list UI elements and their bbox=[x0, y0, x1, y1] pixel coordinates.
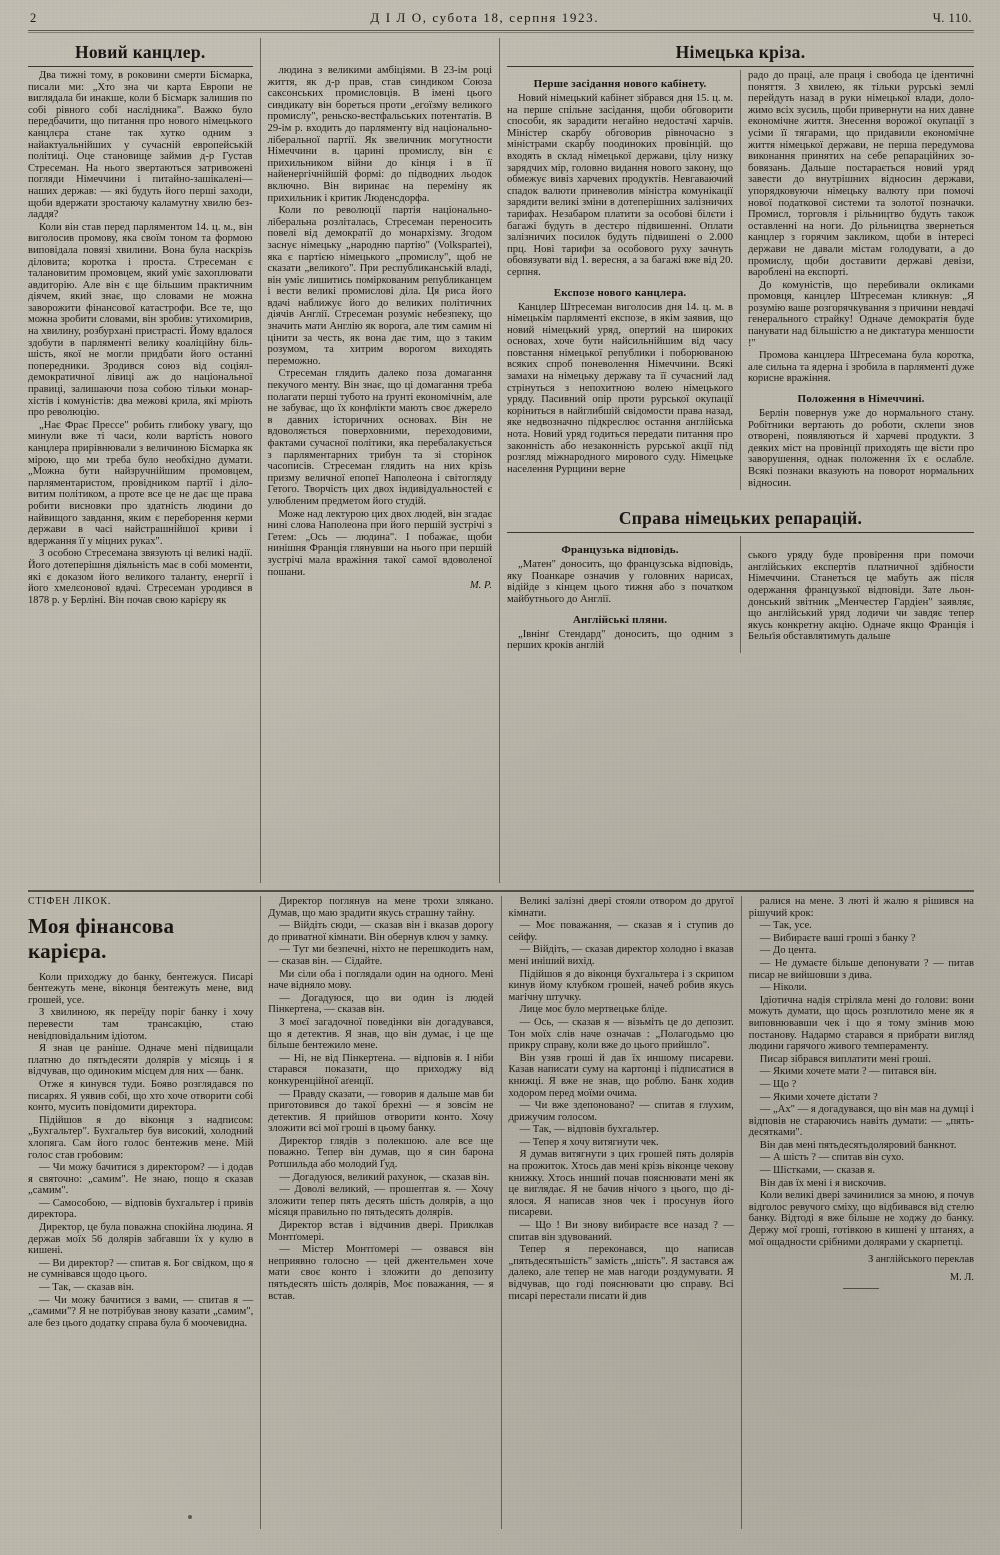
subhead-expose: Експозе нового канцлера. bbox=[553, 286, 687, 299]
paragraph: Тепер я переконався, що написав „пятьдесятьшість" замість „шість". Я застався аж далеко, але тепер не мав нагоди роздумувати. Я відчував, що годі пояснювати цю справу. Всі писарі перестали писати й див bbox=[508, 1244, 734, 1302]
paragraph: З хвилиною, як переїду поріг банку і хочу перевести там трансакцію, стаю невідповідальним ідіотом. bbox=[28, 1007, 254, 1042]
paragraph: З моєї загадочної поведінки він догадувався, що я детектив. Я знав, що він думає, і це ще більше бентежило мене. bbox=[268, 1016, 494, 1052]
paragraph: — Догадуюся, що ви один із людей Пінкертена, — сказав він. bbox=[268, 992, 494, 1016]
paragraph: — Якими хочете дістати ? bbox=[759, 1091, 878, 1103]
section-divider bbox=[28, 890, 974, 892]
paragraph: — Чи вже здепоновано? — спитав я глухим, дрижучим голосом. bbox=[508, 1100, 734, 1123]
column-divider bbox=[741, 896, 742, 1529]
top-section bbox=[28, 38, 974, 883]
paragraph: Я думав витягнути з цих грошей пять долярів на прожиток. Хтось дав мені крізь віконце чекову книжку. Хтось инший почав пояснювати мені як це виглядає. Я не бачив нічого з цього, що діялося. Я написав знов чек і просунув його писареви. bbox=[508, 1149, 734, 1219]
masthead bbox=[30, 10, 972, 26]
paragraph: Ідіотична надія стріляла мені до голови: вони можуть думати, що щось розплотило мене як я виповнювавши чек і що я тому змінив мою постанову. Надармо старався я прибрати вигляд людини гарячого живого темпераменту. bbox=[748, 994, 974, 1053]
paragraph: — Догадуюся, великий рахунок, — сказав він. bbox=[279, 1171, 490, 1183]
paragraph: — Ось, — сказав я — візьміть це до депозит. Тон моїх слів наче означав : „Полагодьмо цю прикру справу, коли вже до цього прийшло". bbox=[508, 1016, 734, 1052]
column-divider bbox=[260, 896, 261, 1529]
paragraph: Підійшов я до віконця з надписом: „Бухгальтер". Бухгальтер був високий, холодний хлопяга. Сам його голос бентежив мене. Мій голос став гробовим: bbox=[28, 1114, 254, 1161]
article-chancellor-col2 bbox=[268, 38, 493, 883]
paragraph: — Чи можу бачитися з директором? — і додав я святочно: „самим". Не знаю, пощо я сказав „самим". bbox=[28, 1162, 254, 1197]
article-chancellor-col1 bbox=[28, 38, 253, 883]
feuilleton-title: Моя фінансова карієра. bbox=[28, 913, 175, 963]
paragraph: Він дав мені пятьдесятьдоляровий банкнот. bbox=[759, 1139, 957, 1151]
paragraph: — Правду сказати, — говорив я дальше мав би приготовився до такої брехні — я зовсім не детектив. Я прийшов отворити конто. Хочу зложити всі мої гроші в цьому банку. bbox=[268, 1088, 494, 1135]
paragraph: ралися на мене. З люті й жалю я рішився на рішучий крок: bbox=[748, 896, 974, 919]
page-marker-dot bbox=[188, 1515, 192, 1519]
translator-credit: З англійського переклав bbox=[868, 1254, 974, 1266]
paragraph: Ми сіли оба і поглядали один на одного. Мені наче відняло мову. bbox=[268, 968, 494, 992]
feuilleton-section bbox=[28, 896, 974, 1529]
paragraph: — Що ! Ви знову вибираєте все назад ? — спитав він здувований. bbox=[508, 1220, 734, 1243]
paragraph: Стресеман глядить далеко поза домагання пекучого менту. Він знає, що ці домагання треба полагати перші тубото на ґрунті економічнім, але не забуває, що їх конфлікти мають своє джерело в давних історичних основах. Він не вдоволяється поверховними, переходовими, фактами сучасної політики, яка перебалакується з парляментарних трибун та зі сторінок часописів. Стресеман глядить на них крізь призму величної епопеї Наполеона і світогляду Гетого. Творчість цих двох індивідуальностей є улюбленим предметом його студій. bbox=[267, 368, 493, 507]
paragraph: — Не думаєте більше депонувати ? — питав писар не вийшовши з дива. bbox=[748, 957, 974, 981]
paragraph: — А шість ? — спитав він сухо. bbox=[759, 1152, 904, 1164]
column-divider bbox=[740, 70, 741, 490]
article-crisis-block bbox=[507, 38, 974, 883]
paragraph: Писар зібрався виплатити мені гроші. bbox=[759, 1053, 931, 1065]
paragraph: ського уряду буде провірення при помочи англійських експертів платничної здібности Німеччини. Станеться це мабуть аж після одержання французької відповіди. Зате льондонський звітник „Менчестер Гардіен" заявляє, що англійський уряд лодичи чи завдяє тепер якусь конкретну акцію. Одначе якщо Франція і Бельґія обставлятимуть дальше bbox=[748, 550, 975, 643]
paragraph: Я знав це раніше. Одначе мені підвищали платню до пятьдесяти долярів у місяць і я відчував, що одиноким місцем для них — банк. bbox=[28, 1043, 254, 1078]
paragraph: — Шістками, — сказав я. bbox=[759, 1165, 876, 1177]
paragraph: Директор поглянув на мене трохи зляканo. Думав, що маю зрадити якусь страшну тайну. bbox=[268, 896, 494, 919]
paragraph: — Доволі великий, — прошептав я. — Хочу зложити тепер пять десять шість долярів, а що місяця правильно по пятьдесять долярів. bbox=[268, 1184, 494, 1219]
paragraph: Коли приходжу до банку, бентежуся. Писарі бентежуть мене, віконця бентежуть мене, вид грошей, усе. bbox=[28, 971, 254, 1006]
paragraph: До комуністів, що перебивали окликами промовця, канцлер Штресеман кликнув: „Я розумію ваше розгорячкування з причини невдачі генерального страйку! Одначе демократія буде панувати над більшістю а не диктатура меншости !" bbox=[748, 279, 975, 349]
paragraph: З особою Стресемана звязують ці великі надії. Його дотеперішня діяльність має в собі моменти, які є доказом його великого таланту, енергії і його хмелєонової вдачі. Стресеман уродився в 1878 р. у Берліні. Він почав свою карієру як bbox=[28, 548, 253, 606]
paragraph: — Вибираєте ваші гроші з банку ? bbox=[759, 932, 916, 944]
article-title-reparations: Справа німецьких репарацій. bbox=[507, 508, 974, 533]
paragraph: — Чи можу бачитися з вами, — спитав я — „самими"? Я не потрібував знову казати „самим", але без цього додатку справа була б моочевидна. bbox=[28, 1294, 254, 1329]
paragraph: — Війдіть, — сказав директор холодно і вказав мені иніший вихід. bbox=[508, 944, 734, 967]
column-divider bbox=[501, 896, 502, 1529]
paragraph: — Тут ми безпечні, ніхто не перешкодить нам, — сказав він. — Сідайте. bbox=[268, 944, 494, 967]
paragraph: Він дав їх мені і я вискочив. bbox=[759, 1177, 887, 1189]
paragraph: „Івнінґ Стендард" доносить, що одним з перших кроків англій bbox=[507, 628, 734, 652]
paragraph: — Ніколи. bbox=[759, 982, 807, 994]
paragraph: Канцлер Штресеман виголосив дня 14. ц. м. в німецькім парляменті експозе, в якім заявив, що новий німецький уряд, опертий на широких основах, хоче бути найсильнійшим від часу повстання німецької републики і поборюваною всяких спроб поневолення Німеччини. Всякі замахи на німецьку державу та її сучасний лад стрінуться з непохитною волею німецького уряду. Пасивний опір проти рурської окупації коріниться в найглибшій свідомости права назад, яке недвозначно підкреслює остання англійська нота. Новий уряд годиться передати питання про законність або незаконність рурської акції під розгляд міжнародного мирового суду. Німецьке населення Рурщини верне bbox=[507, 301, 734, 475]
paragraph: „Нає Фрає Прессе" робить глибоку увагу, що минули вже ті часи, коли вартість нового канцлера прирівнювали з величиною Бісмарка як мірою, що ми треба було необхідно думати. „Можна бути найзручнійшим промовцем, парляментаристом, провідником партії і діловитим політиком, а проте все це не дає ще права робити висновки про здатність людини до найвищого завдання, яким є переборення керми держави в часі найстрашнійшої криви і вдержання її у міцних руках". bbox=[28, 419, 253, 547]
page-number-left: 2 bbox=[30, 11, 37, 25]
feuilleton-author: СТІФЕН ЛІКОК. bbox=[28, 896, 112, 907]
subhead-situation-germany: Положення в Німеччині. bbox=[797, 393, 925, 406]
paragraph: Коли великі двері зачинилися за мною, я почув відголос ревучого сміху, що відбивався від стелю банку. Відтоді я вже більше не ходжу до банку. Держу мої гроші, готівкою в кишені у штанях, а мої ощадности срібними долярами у скарпетці. bbox=[748, 1190, 974, 1248]
paragraph: — Містер Монтґомері — озвався він неприявно голосно — цей джентельмен хоче мати своє конто і зложити до депозиту пятьдесять шість долярів, Моє поважання, — я встав. bbox=[268, 1244, 494, 1302]
paragraph: радо до праці, але праця і свобода це ідентичні поняття. З хвилею, як тільки рурські землі перейдуть назад в руки німецької влади, доложимо всіх зусиль, щоби привернути на них давне економічне життя. Знесення ворожої окупації з усіми її тягарами, що придавили економічне життя німецької держави, не перша передумова виконання принятих на себе репараційних зобовязань. Дальше постарається новий уряд завести до внутрішних відносин держави, упорядковуючи німецьку валюту при помочі нової податкової системи та золотої позначки. Промисл, торговля і рільництво будуть також оставленні на ноги. До рільництва звернеться канцлер з горячим закликом, щоби в інтересі держави не давали містам голодувати, а до промислу, щоби доставити державі девізи, вароблені на експорті. bbox=[748, 70, 975, 279]
issue-number: Ч. 110. bbox=[932, 11, 972, 25]
feuilleton-col2 bbox=[268, 896, 493, 1529]
paragraph: — Так, усе. bbox=[759, 920, 812, 932]
paragraph: Директор встав і відчинив двері. Приклкав Монтґомері. bbox=[268, 1220, 494, 1243]
paragraph: Директор глядів з полекшою. але все ще поважно. Тепер він думав, що я син барона Ротшильда або молодий Ґуд. bbox=[268, 1135, 494, 1171]
paragraph: — „Ах" — я догадувався, що він мав на думці і відповів не стараючись навіть думати: — „пятьдесятками". bbox=[748, 1104, 974, 1139]
paragraph: — Моє поважання, — сказав я і ступив до сейфу. bbox=[508, 920, 734, 943]
paragraph: Коли по революції партія національно-ліберальна розліталась, Стресеман переносить повелі від демократії до монархізму. Згодом заснує німецьку „народню партію" (Volkspartei), яка є партією німецького „промислу", щоб не сказати „великого". При республиканській владі, він уміє лишитись поміркованим републиканцем і вести великі промислові діла. Ця риса його вдачі наближує його до великих політичних діячів Англії. Стресеман розуміє небезпеку, що значить мати Англію як ворога, але тим самим ні цінити за честь, як вона дає тим, що з таким розумом, та хитрим ворогом виходять переможно. bbox=[267, 205, 493, 367]
paragraph: Підійшов я до віконця бухгальтера і з скрипом кинув йому клубком грошей, начеб робив якусь магічну штучку. bbox=[508, 968, 734, 1003]
paragraph: — Тепер я хочу витягнути чек. bbox=[519, 1136, 659, 1148]
column-divider bbox=[260, 38, 261, 883]
paragraph: Берлін повернув уже до нормального стану. Робітники вертають до роботи, склепи знов отворені, появляються й харчеві продукти. З деяких міст на провінції приходять ще вісти про заворушення, однак положення їх є ослабле. Всякі познаки вказують на поворот нормальних відносин. bbox=[748, 408, 975, 489]
paragraph: — Так, — сказав він. bbox=[39, 1282, 135, 1294]
masthead-title: Д І Л О, субота 18, серпня 1923. bbox=[370, 10, 600, 25]
paragraph: людина з великими амбіціями. В 23-ім році життя, як д-р прав, став синдиком Союза саксонських промисловців. В імені цього синдикату він бореться проти „егоїзму великого промислу", реньско-вестфальських потентатів. В 29-ім р. входить до парляменту від національно-ліберальної партії. Як звеличник могутности Німеччини в. царині промислу, він є прихильником війни до кінця і в її найенергічнійшій формі: до підводних льодок включно. Він виринає на переміну як прихильник і критик Люденсдорфа. bbox=[267, 65, 493, 204]
paragraph: — Ні, не від Пінкертена. — відповів я. І ніби старався показати, що приходжу від конкуренційної аґенції. bbox=[268, 1052, 494, 1087]
end-dash bbox=[843, 1288, 879, 1289]
article-title-chancellor: Новий канцлер. bbox=[28, 42, 253, 67]
paragraph: — До цента. bbox=[759, 945, 817, 957]
masthead-rule bbox=[28, 30, 974, 31]
article-signature: М. Р. bbox=[469, 580, 493, 592]
translator-initials: М. Л. bbox=[949, 1271, 974, 1283]
paragraph: Він узяв гроші й дав їх иншому писареви. Казав написати суму на картонці і підписатися в книжці. Я вже не знав, що роблю. Банк ходив ходором перед моїми очима. bbox=[508, 1052, 734, 1099]
column-divider bbox=[499, 38, 500, 883]
paragraph: Може над лектурою цих двох людей, він згадає нині слова Наполеона при його першій зустрічі з Гетем: „Ось — людина". І побажає, щоби нинішня Франція глянувши на нього при першій зустрічі мала вражіння такої самої вдоволеної пошани. bbox=[267, 508, 493, 578]
subhead-french-reply: Французька відповідь. bbox=[561, 544, 679, 557]
paragraph: „Матен" доносить, що французська відповідь, яку Поанкаре означив у головних нарисах, відійде з кінцем цього тижня або з початком майбутнього до Англії. bbox=[507, 559, 734, 605]
paragraph: Новий німецький кабінет зібрався дня 15. ц. м. на перше спільне засідання, щоби обговорити способи, як зарадити негайно недостачі харчів. Міністер скарбу обговорив рівночасно з міністрами скарбу поодиноких провінцій. що входять в склад німецької держави, цілу низку зарядчих мір, головно видання нового закону, що обмежує вивіз харчевих продуктів. Невгаваючий спадок валюти приневолив міністра комунікації зарядити великі зміни в дотеперішних залізничих тарифах. Незабаром платити за особові білєти і багажі будуть в дестєро підвишенні. Оплати залізничих посилок будуть підвишені о 2.000 прц. Нові тарифи за особового руху зачнуть обовязувати від 1. вересня, а за багажі вже від 20. серпня. bbox=[507, 93, 734, 278]
paragraph: Лице моє було мертвецьке бліде. bbox=[519, 1004, 668, 1016]
paragraph: — Самособою, — відповів бухгальтер і привів директора. bbox=[28, 1197, 254, 1221]
paragraph: — Ви директор? — спитав я. Бог свідком, що я не сумнівався щодо цього. bbox=[28, 1257, 254, 1281]
feuilleton-col4 bbox=[749, 896, 974, 1529]
paragraph: — Війдіть сюди, — сказав він і вказав дорогу до приватної кімнати. Він обернув ключ у замку. bbox=[268, 920, 494, 943]
paragraph: — Якими хочете мати ? — питався він. bbox=[759, 1066, 937, 1078]
paragraph: Два тижні тому, в роковини смерти Бісмарка, писали ми: „Хто зна чи карта Европи не виглядала би инакше, коли б Бісмарк залишив по собі рівного собі наслідника". Важко було передбачити, що питання про нового німецького канцлєра стане так хутко одним з найактуальнійших у сучасній европейській політиці. Оце становище займив д-р Густав Стресеман. На нього звертаються затривожені погляди Німеччини і питайно-зашікалені—наших держав: — які будуть його перші заходи, щоби вдержати зростаючу каламутну хвилю безладдя? bbox=[28, 70, 253, 221]
column-divider bbox=[740, 536, 741, 653]
article-title-crisis: Німецька кріза. bbox=[507, 42, 974, 67]
paragraph: — Так, — відповів бухгальтер. bbox=[519, 1124, 659, 1136]
paragraph: Директор, це була поважна спокійна людина. Я держав моїх 56 долярів забгавши їх у кулю в кишені. bbox=[28, 1222, 254, 1257]
paragraph: — Що ? bbox=[759, 1078, 797, 1090]
masthead-rule-secondary bbox=[28, 32, 974, 33]
paragraph: Великі залізні двері стояли отвором до другої кімнати. bbox=[508, 896, 734, 919]
paragraph: Коли він став перед парляментом 14. ц. м., він виголосив промову, яка своїм тоном та формою виповідала повязі хвилини. Вона була наскрізь діловита; коротка і проста. Стресеман є талановитим промовцем, який уміє захоплювати авдиторію. Але він є ще більшим практичним діячем, який знає, що словами не можна заворожити фінансової катастрофи. Все те, що можна зробити словами, він зробив: утихомирив, на хвилину, розбурхані пристрасті. Йому вдалося здобути в парляменті велику коаліційну більшість, якої не могли придбати його останні попередники. Зродився союз від соціял-демократичної лівиці аж до національної правиці, залишаючи поза собою тільки монархістів і комуністів: два межові крила, які мріють про революцію. bbox=[28, 221, 253, 419]
subhead-first-cabinet-session: Перше засідання нового кабінету. bbox=[533, 78, 707, 90]
feuilleton-col3 bbox=[509, 896, 734, 1529]
subhead-english-plans: Англійські пляни. bbox=[572, 613, 668, 626]
feuilleton-col1 bbox=[28, 896, 253, 1529]
paragraph: Промова канцлера Штресемана була коротка, але сильна та ядерна і зробила в парляменті дуже корисне вражіння. bbox=[748, 350, 975, 385]
paragraph: Отже я кинувся туди. Бояво розглядався по писарях. Я уявив собі, що хто хоче отворити собі конто, мусить повідомити директора. bbox=[28, 1078, 254, 1114]
